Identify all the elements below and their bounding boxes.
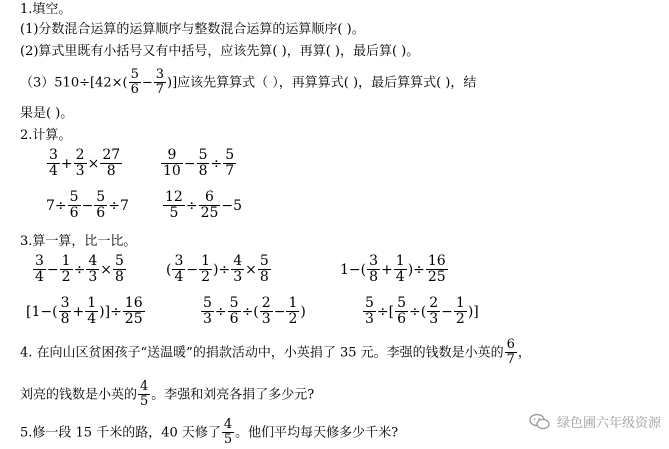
q2-expr-2: $\frac{9}{10}$ − $\frac{5}{8}$ ÷ $\frac{5}{7}$ [163,147,235,180]
q4-text-1: 4. 在向山区贫困孩子“送温暖”的捐款活动中，小英捐了 35 元。李强的钱数是小英的 [20,345,504,361]
q1-sentence-2: (2)算式里既有小括号又有中括号，应该先算( )，再算( )，最后算( )。 [20,44,420,59]
fraction: $\frac{4}{5}$ [140,379,149,410]
q3-expr-1: $\frac{3}{4}$ − $\frac{1}{2}$ ÷ $\frac{4}{3}$ × $\frac{5}{8}$ [35,253,124,286]
fraction [154,68,166,98]
denominator: 6 [130,82,139,98]
q3-title: 3.算一算，比一比。 [20,234,137,249]
q1-s3-pre: （3）510÷[42×( [20,75,128,91]
q5-line: 5.修一段 15 千米的路，40 天修了 $\frac{4}{5}$ 。他们平均每天修多少千米? [20,417,399,448]
numerator: 3 [155,67,165,82]
q1-sentence-3 [20,68,476,98]
fraction [129,68,141,98]
q4-text-2: 刘亮的钱数是小英的 [20,387,138,403]
q3-expr-4: [1−( $\frac{3}{8}$ + $\frac{1}{4}$ )]÷ $\frac{16}{25}$ [26,295,143,328]
q2-title: 2.计算。 [20,128,72,143]
fraction: $\frac{6}{7}$ [506,337,515,368]
q3-expr-3: 1−( $\frac{3}{8}$ + $\frac{1}{4}$ )÷ $\frac{16}{25}$ [340,253,446,286]
q1-sentence-1: (1)分数混合运算的运算顺序与整数混合运算的运算顺序( )。 [20,22,365,37]
q1-title: 1.填空。 [20,2,72,17]
q1-sentence-3-cont: 果是( )。 [20,106,74,121]
denominator: 7 [155,82,165,98]
q2-expr-1: $\frac{3}{4}$ + $\frac{2}{3}$ × $\frac{27}{8}$ [49,147,121,180]
q5-text: 5.修一段 15 千米的路，40 天修了 [20,425,221,441]
q1-s3-post: )]应该先算算式（ ），再算算式( )，最后算算式( )，结 [167,75,477,91]
q4-line-1: 4. 在向山区贫困孩子“送温暖”的捐款活动中，小英捐了 35 元。李强的钱数是小英的 $\frac{6}{7}$ ， [20,337,531,368]
q3-expr-5: $\frac{5}{3}$ ÷ $\frac{5}{6}$ ÷( $\frac{2}{3}$ − $\frac{1}{2}$ ) [203,295,306,328]
wechat-icon [529,413,551,431]
q2-expr-4: $\frac{12}{5}$ ÷ $\frac{6}{25}$ −5 [165,189,243,222]
watermark-text: 绿色圃六年级资源 [556,416,661,431]
q4-line-2: 刘亮的钱数是小英的 $\frac{4}{5}$ 。李强和刘亮各捐了多少元? [20,379,315,410]
fraction: $\frac{4}{5}$ [223,417,233,448]
numerator: 5 [130,67,139,82]
watermark [529,412,661,431]
q3-expr-6: $\frac{5}{3}$ ÷[ $\frac{5}{6}$ ÷( $\frac{2}{3}$ − $\frac{1}{2}$ )] [365,295,479,328]
q2-expr-3: 7÷ $\frac{5}{6}$ − $\frac{5}{6}$ ÷7 [46,189,129,222]
q3-expr-2: ( $\frac{3}{4}$ − $\frac{1}{2}$ )÷ $\frac{4}{3}$ × $\frac{5}{8}$ [166,253,269,286]
operator: − [141,75,153,91]
